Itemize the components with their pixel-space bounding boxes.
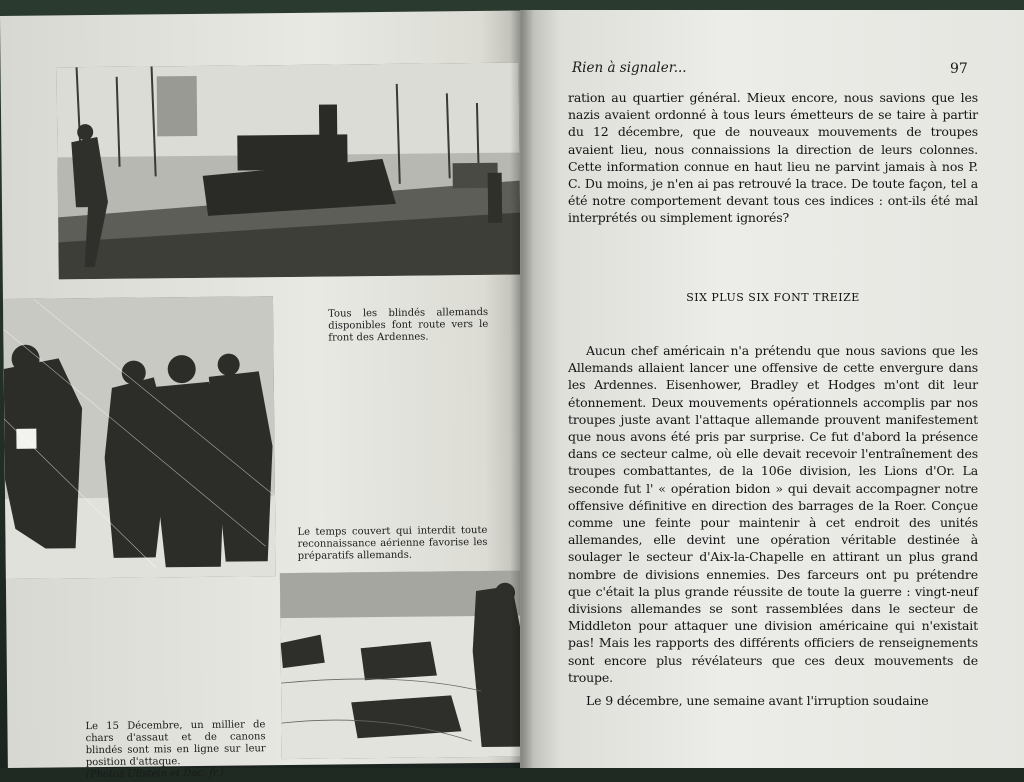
- paragraph-intro: ration au quartier général. Mieux encore, nous savions que les nazis avaient ordonné à tous leurs émetteurs de se taire à partir du 12 décembre, que de nouveaux mouvements de troupes avaient lieu, nous connaissions la direction de leurs colonnes. Cette information connue en haut lieu ne parvint jamais à nos P. C. Du moins, je n'en ai pas retrouvé la trace. De toute façon, tel a été notre comportement devant tous ces indices : ont-ils été mal interprétés ou simplement ignorés?: [568, 90, 978, 226]
- tanks-advancing-photo: [57, 63, 521, 280]
- soldiers-snow-photo: [3, 296, 276, 579]
- caption-armor-route: Tous les blindés allemands disponibles font route vers le front des Ardennes.: [328, 306, 489, 344]
- page-number: 97: [950, 61, 968, 77]
- book-gutter: [510, 10, 534, 768]
- section-title: SIX PLUS SIX FONT TREIZE: [686, 291, 860, 304]
- paragraph-main: Aucun chef américain n'a prétendu que nous savions que les Allemands allaient lancer une offensive de cette envergure dans les Ardennes. Eisenhower, Bradley et Hodges m'ont dit leur étonnement. Deux mouvements opérationnels accomplis par nos troupes juste avant l'attaque allemande prouvent manifestement que nous avons été pris par surprise. Ce fut d'abord la présence dans ce secteur calme, où elle devait recevoir l'entraînement des troupes combattantes, de la 106e division, les Lions d'Or. La seconde fut l' « opération bidon » qui devait accompagner notre offensive définitive en direction des barrages de la Roer. Conçue comme une feinte pour maintenir à cet endroit des unités allemandes, elle devint une opération véritable destinée à soulager le secteur d'Aix-la-Chapelle en attirant un plus grand nombre de divisions ennemies. Des farceurs ont pu prétendre que c'était la plus grande réussite de toute la guerre : vingt-neuf divisions allemandes se sont rassemblées dans le secteur de Middleton pour attaquer une division américaine qui n'existait pas! Mais les rapports des différents officiers de renseignements sont encore plus révélateurs que ces deux mouvements de troupe.: [568, 343, 978, 685]
- caption-weather: Le temps couvert qui interdit toute reconnaissance aérienne favorise les préparatifs allemands.: [297, 524, 488, 562]
- tanks-field-photo: [280, 571, 530, 760]
- running-head: Rien à signaler...: [572, 60, 687, 76]
- caption-tanks-text: Le 15 Décembre, un millier de chars d'assaut et de canons blindés sont mis en ligne sur leur position d'attaque.: [85, 719, 266, 769]
- photo-credit: (Photos Ullstein et Doc. fr.): [85, 767, 224, 781]
- left-page: [0, 11, 530, 781]
- caption-tanks-lined-up: [85, 719, 266, 781]
- paragraph-last: Le 9 décembre, une semaine avant l'irruption soudaine: [586, 693, 929, 708]
